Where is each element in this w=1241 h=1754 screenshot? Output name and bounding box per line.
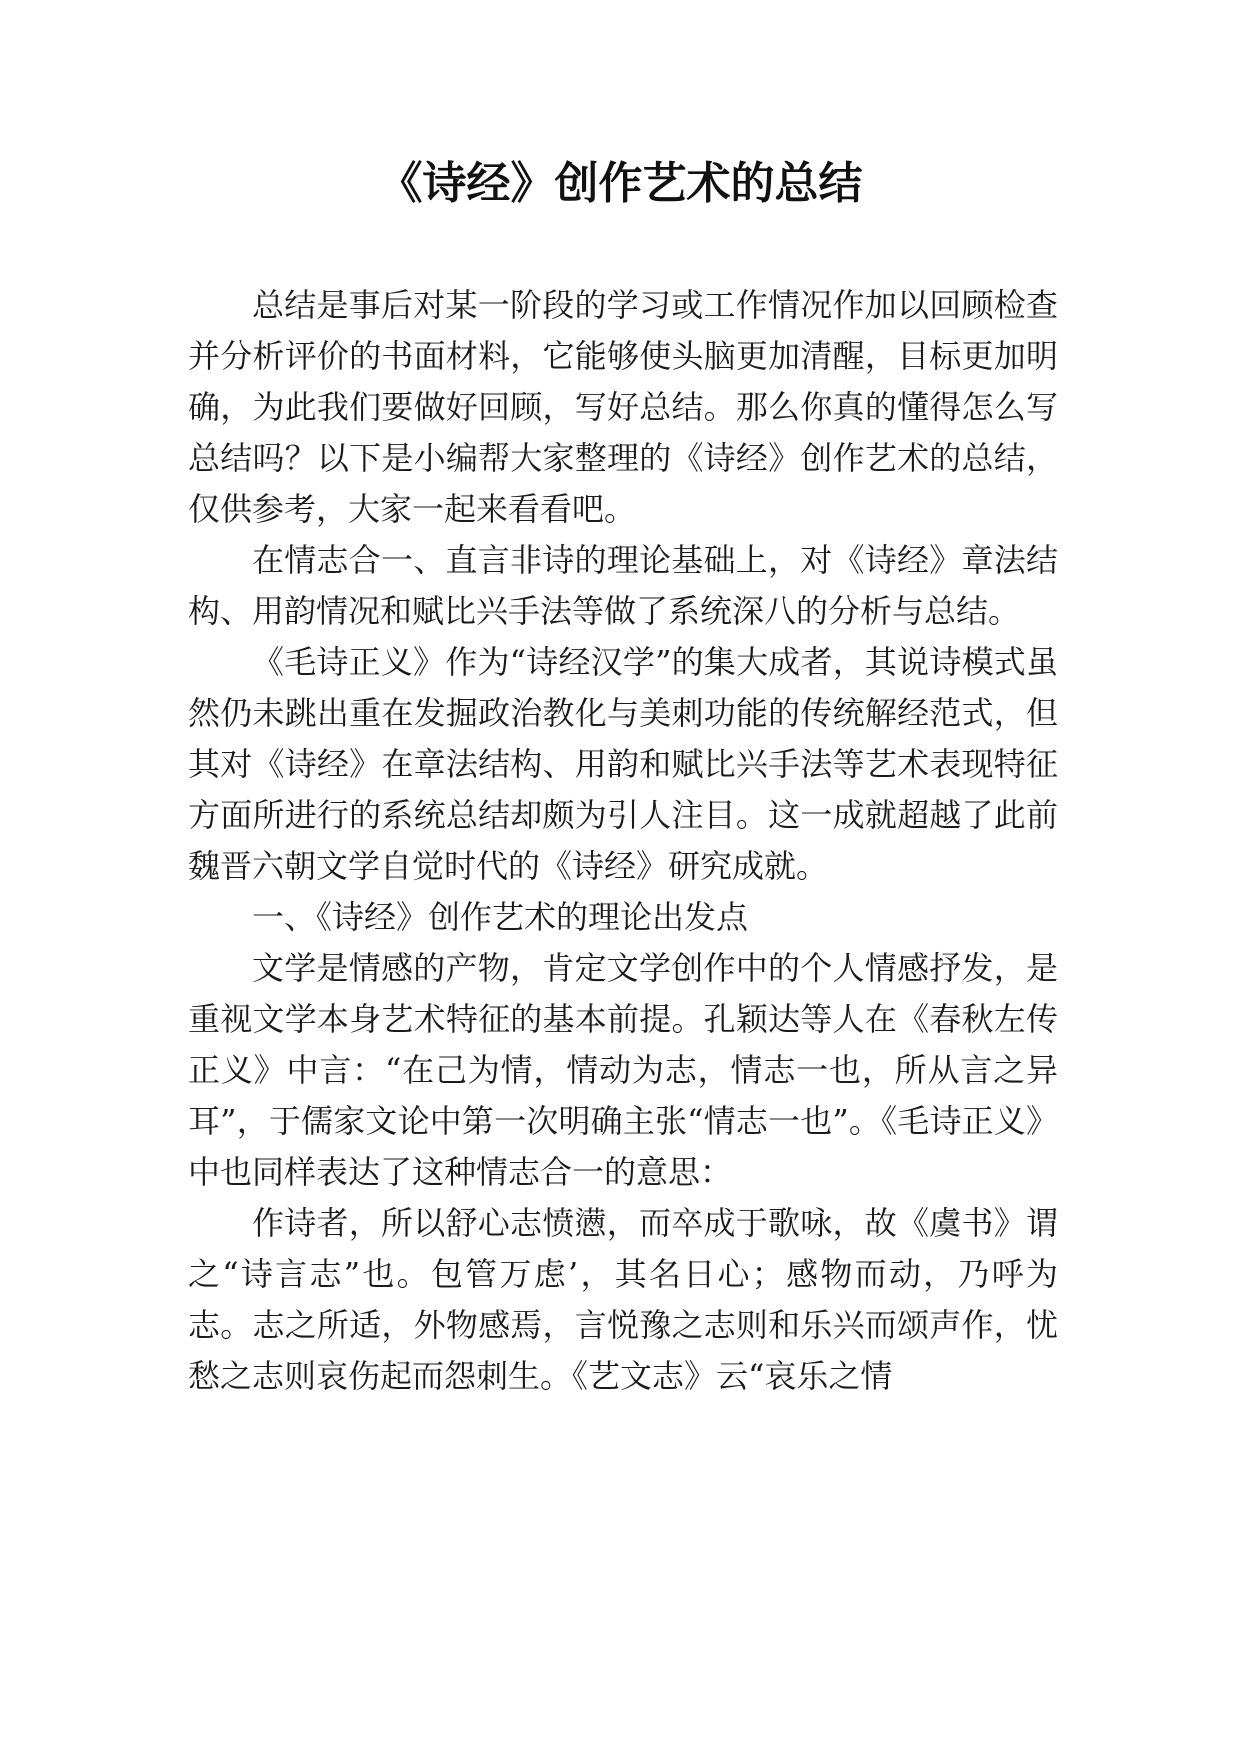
document-body bbox=[188, 280, 1058, 1402]
paragraph-intro: 总结是事后对某一阶段的学习或工作情况作加以回顾检查并分析评价的书面材料，它能够使头脑更加清醒，目标更加明确，为此我们要做好回顾，写好总结。那么你真的懂得怎么写总结吗？以下是小编帮大家整理的《诗经》创作艺术的总结，仅供参考，大家一起来看看吧。 bbox=[188, 286, 1058, 528]
section-heading: 一、《诗经》创作艺术的理论出发点 bbox=[252, 898, 749, 936]
paragraph-summary: 在情志合一、直言非诗的理论基础上，对《诗经》章法结构、用韵情况和赋比兴手法等做了系统深八的分析与总结。 bbox=[188, 541, 1058, 630]
paragraph-emotion: 文学是情感的产物，肯定文学创作中的个人情感抒发，是重视文学本身艺术特征的基本前提。孔颖达等人在《春秋左传正义》中言：“在己为情，情动为志，情志一也，所从言之异耳”，于儒家文论中第一次明确主张“情志一也”。《毛诗正义》中也同样表达了这种情志合一的意思： bbox=[188, 949, 1058, 1191]
page-title: 《诗经》创作艺术的总结 bbox=[378, 158, 863, 209]
paragraph-maoshi: 《毛诗正义》作为“诗经汉学”的集大成者，其说诗模式虽然仍未跳出重在发掘政治教化与美刺功能的传统解经范式，但其对《诗经》在章法结构、用韵和赋比兴手法等艺术表现特征方面所进行的系统总结却颇为引人注目。这一成就超越了此前魏晋六朝文学自觉时代的《诗经》研究成就。 bbox=[188, 643, 1058, 885]
paragraph-quote: 作诗者，所以舒心志愤懑，而卒成于歌咏，故《虞书》谓之“诗言志”也。包管万虑’，其名日心；感物而动，乃呼为志。志之所适，外物感焉，言悦豫之志则和乐兴而颂声作，忧愁之志则哀伤起而怨刺生。《艺文志》云“哀乐之情 bbox=[188, 1204, 1058, 1395]
